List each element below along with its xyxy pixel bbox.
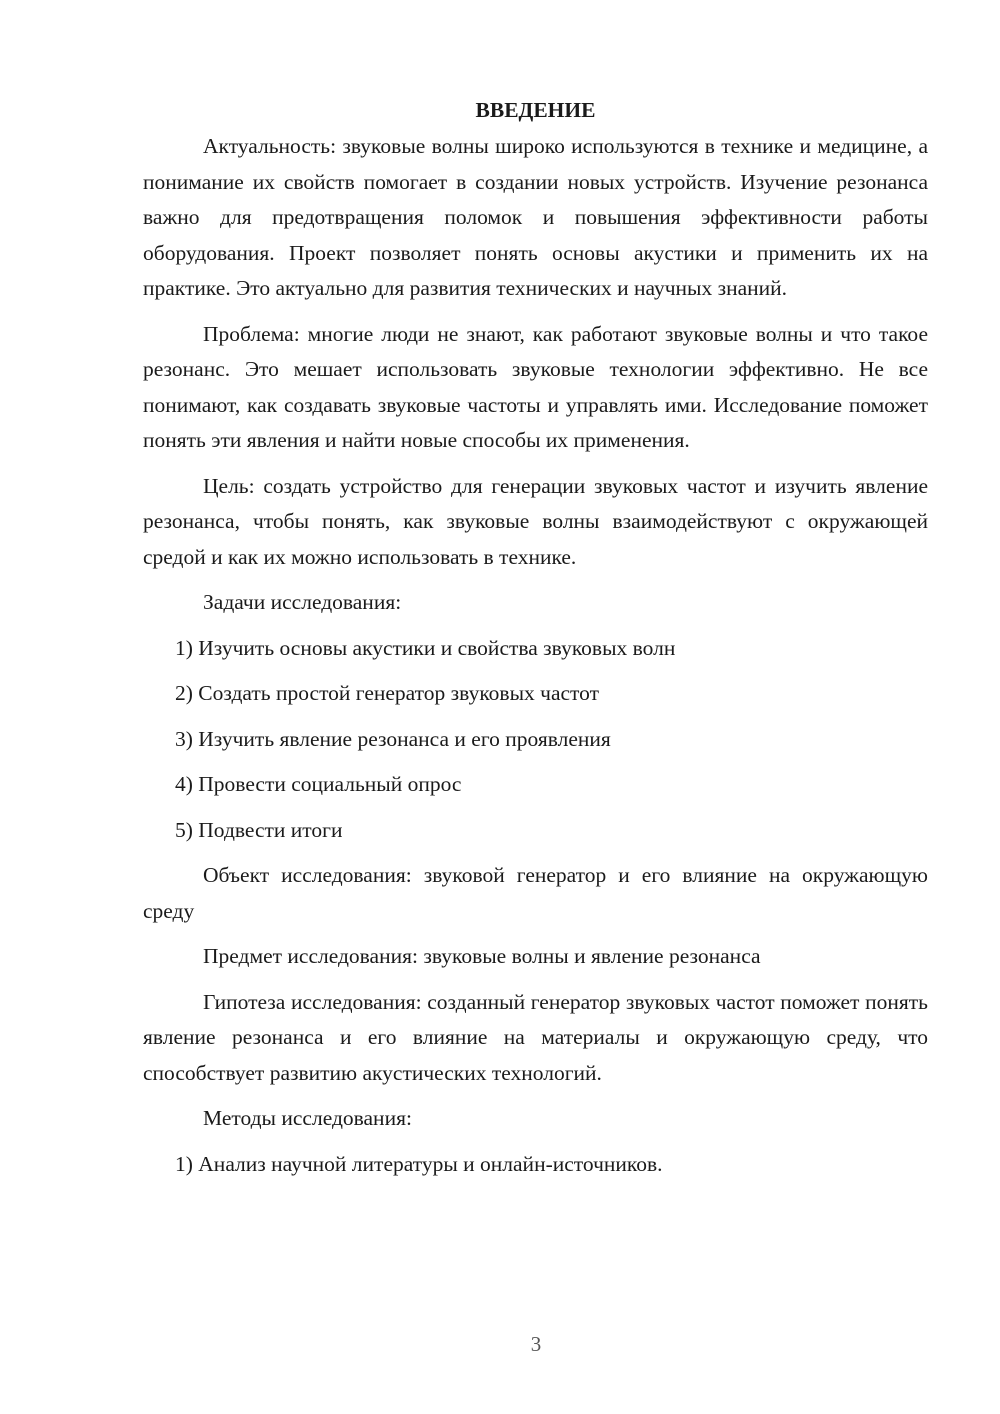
- subject-paragraph: Предмет исследования: звуковые волны и явление резонанса: [203, 944, 761, 968]
- page-number: 3: [530, 1332, 542, 1356]
- relevance-paragraph: Актуальность: звуковые волны широко используются в технике и медицине, а понимание их свойств помогает в создании новых устройств. Изучение резонанса важно для предотвращения поломок и повышения эффективности работы оборудования. Проект позволяет понять основы акустики и применить их на практике. Это актуально для развития технических и научных знаний.: [143, 134, 928, 300]
- task-item-4: 4) Провести социальный опрос: [175, 772, 462, 796]
- task-item-3: 3) Изучить явление резонанса и его проявления: [175, 726, 611, 751]
- page-content: [143, 95, 928, 1182]
- tasks-list: [143, 631, 928, 849]
- hypothesis-paragraph: Гипотеза исследования: созданный генератор звуковых частот поможет понять явление резонанса и его влияние на материалы и окружающую среду, что способствует развитию акустических технологий.: [143, 989, 928, 1085]
- goal-paragraph: Цель: создать устройство для генерации звуковых частот и изучить явление резонанса, чтобы понять, как звуковые волны взаимодействуют с окружающей средой и как их можно использовать в технике.: [143, 473, 928, 569]
- page-title: ВВЕДЕНИЕ: [475, 98, 596, 122]
- methods-heading: Методы исследования:: [203, 1106, 412, 1130]
- tasks-heading: Задачи исследования:: [203, 590, 402, 614]
- task-item-5: 5) Подвести итоги: [175, 817, 343, 842]
- task-item-1: 1) Изучить основы акустики и свойства звуковых волн: [175, 635, 676, 660]
- object-paragraph: Объект исследования: звуковой генератор и его влияние на окружающую среду: [143, 863, 928, 923]
- task-item-2: 2) Создать простой генератор звуковых частот: [175, 681, 600, 705]
- methods-list: [143, 1147, 928, 1183]
- method-item-1: 1) Анализ научной литературы и онлайн-источников.: [175, 1151, 663, 1176]
- problem-paragraph: Проблема: многие люди не знают, как работают звуковые волны и что такое резонанс. Это мешает использовать звуковые технологии эффективно. Не все понимают, как создавать звуковые частоты и управлять ими. Исследование поможет понять эти явления и найти новые способы их применения.: [143, 321, 928, 452]
